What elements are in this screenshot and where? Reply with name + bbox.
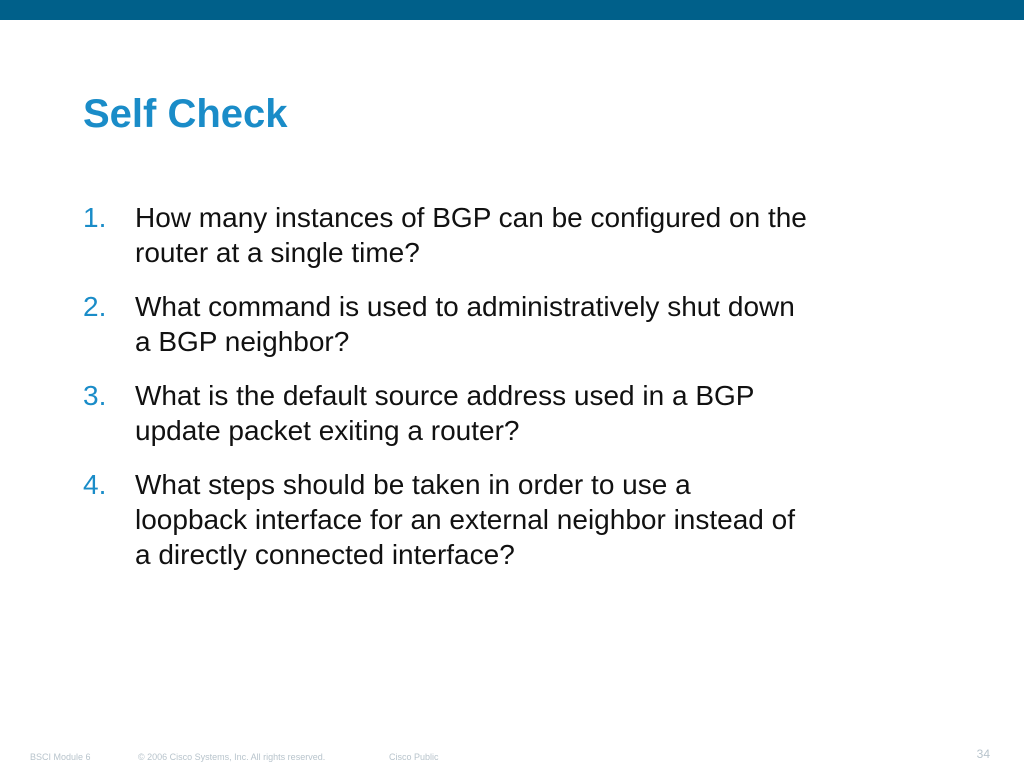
question-line: a BGP neighbor? <box>135 326 350 357</box>
question-text <box>135 289 963 359</box>
question-item <box>83 467 963 572</box>
question-number: 1. <box>83 202 107 233</box>
question-item <box>83 378 963 448</box>
question-line: What command is used to administratively shut down <box>135 291 795 322</box>
slide-title: Self Check <box>83 92 288 136</box>
question-item <box>83 200 963 270</box>
question-text <box>135 467 963 572</box>
top-bar <box>0 0 1024 20</box>
question-list <box>83 200 963 591</box>
question-line: loopback interface for an external neighbor instead of <box>135 504 795 535</box>
footer-classification: Cisco Public <box>389 752 439 762</box>
question-line: What is the default source address used in a BGP <box>135 380 755 411</box>
question-item <box>83 289 963 359</box>
question-text <box>135 200 963 270</box>
question-number: 4. <box>83 469 107 500</box>
question-number: 2. <box>83 291 107 322</box>
footer-module: BSCI Module 6 <box>30 752 91 762</box>
question-number: 3. <box>83 380 107 411</box>
footer <box>0 752 1024 766</box>
question-line: router at a single time? <box>135 237 420 268</box>
question-line: What steps should be taken in order to use a <box>135 469 691 500</box>
question-line: a directly connected interface? <box>135 539 515 570</box>
page-number: 34 <box>976 747 990 761</box>
question-line: update packet exiting a router? <box>135 415 520 446</box>
question-text <box>135 378 963 448</box>
footer-copyright: © 2006 Cisco Systems, Inc. All rights reserved. <box>138 752 326 762</box>
question-line: How many instances of BGP can be configured on the <box>135 202 807 233</box>
